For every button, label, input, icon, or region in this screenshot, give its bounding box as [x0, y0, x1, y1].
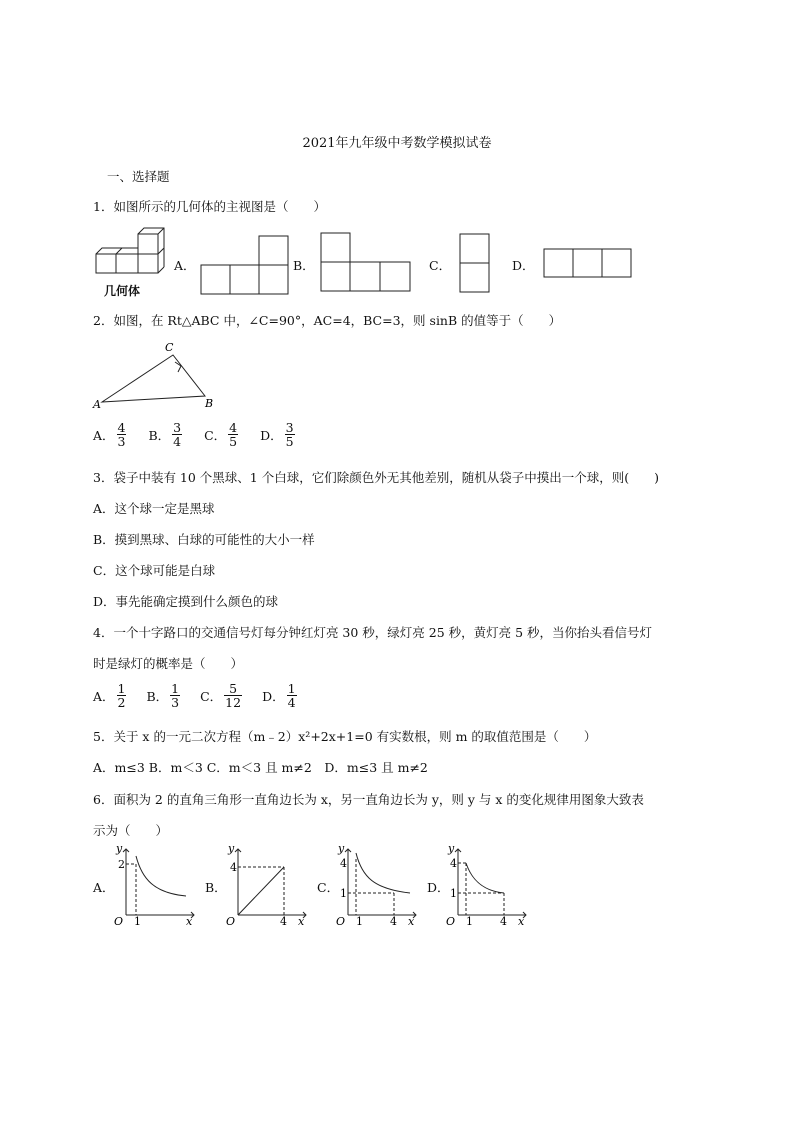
- q4-option-a-fraction: $\frac{1}{2}$: [117, 681, 126, 710]
- svg-text:y: y: [448, 843, 455, 855]
- q6-stem-line1: 6．面积为 2 的直角三角形一直角边长为 x，另一直角边长为 y，则 y 与 x 的变化规律用图象大致表: [93, 792, 644, 807]
- svg-text:x: x: [518, 915, 525, 927]
- q2-option-d-label: D．: [260, 427, 283, 443]
- q4-stem-line2: 时是绿灯的概率是（ ）: [93, 656, 244, 671]
- svg-text:O: O: [114, 915, 124, 927]
- q2-vertex-a: A: [93, 398, 101, 411]
- q3-option-b: B．摸到黑球、白球的可能性的大小一样: [93, 532, 315, 547]
- svg-text:y: y: [116, 843, 123, 855]
- q6-graph-a: [110, 843, 202, 927]
- q4-option-a-label: A．: [93, 688, 115, 704]
- svg-text:4: 4: [340, 857, 347, 870]
- q1-option-c-figure: [459, 233, 491, 293]
- q6-option-d-label: D．: [427, 880, 450, 895]
- q2-triangle-figure: [92, 340, 222, 412]
- q2-options: [93, 421, 297, 448]
- q6-option-c-label: C．: [317, 880, 340, 895]
- q3-stem: 3．袋子中装有 10 个黑球、1 个白球，它们除颜色外无其他差别，随机从袋子中摸出一个球，则( ): [93, 470, 659, 485]
- svg-text:4: 4: [280, 915, 287, 927]
- svg-text:2: 2: [118, 858, 125, 871]
- q1-option-d-figure: [543, 248, 633, 278]
- q6-option-b-label: B．: [205, 880, 227, 895]
- q3-option-a: A．这个球一定是黑球: [93, 501, 215, 516]
- q6-graph-b: [222, 843, 314, 927]
- q6-option-a-label: A．: [93, 880, 115, 895]
- q2-stem: 2．如图，在 Rt△ABC 中，∠C=90°，AC=4，BC=3，则 sinB 的值等于（ ）: [93, 313, 562, 328]
- svg-text:x: x: [186, 915, 193, 927]
- q1-solid-figure: [94, 226, 166, 274]
- page-title: 2021年九年级中考数学模拟试卷: [302, 136, 492, 151]
- svg-text:4: 4: [500, 915, 507, 927]
- q4-option-b-fraction: $\frac{1}{3}$: [171, 681, 180, 710]
- q2-option-c-label: C．: [204, 427, 227, 443]
- svg-text:4: 4: [230, 861, 237, 874]
- svg-text:4: 4: [450, 857, 457, 870]
- q2-option-b-label: B．: [148, 427, 171, 443]
- svg-text:1: 1: [134, 915, 141, 927]
- svg-text:O: O: [336, 915, 346, 927]
- svg-text:x: x: [408, 915, 415, 927]
- svg-text:O: O: [226, 915, 236, 927]
- q1-stem: 1．如图所示的几何体的主视图是（ ）: [93, 199, 326, 214]
- svg-text:1: 1: [450, 887, 457, 900]
- q2-option-a-fraction: $\frac{4}{3}$: [117, 420, 126, 449]
- q2-option-c-fraction: $\frac{4}{5}$: [229, 420, 238, 449]
- section-heading: 一、选择题: [107, 169, 170, 184]
- q4-option-d-label: D．: [262, 688, 285, 704]
- q4-option-b-label: B．: [146, 688, 169, 704]
- q1-option-b-label: B．: [293, 258, 315, 273]
- q2-option-d-fraction: $\frac{3}{5}$: [285, 420, 294, 449]
- q2-option-b-fraction: $\frac{3}{4}$: [173, 420, 182, 449]
- svg-text:1: 1: [340, 887, 347, 900]
- q4-options: [93, 682, 299, 709]
- svg-text:y: y: [338, 843, 345, 855]
- q5-options: A．m≤3 B．m＜3 C．m＜3 且 m≠2 D．m≤3 且 m≠2: [93, 760, 428, 775]
- svg-text:1: 1: [466, 915, 473, 927]
- q1-option-d-label: D．: [512, 258, 535, 273]
- q4-option-c-label: C．: [200, 688, 223, 704]
- svg-text:4: 4: [390, 915, 397, 927]
- svg-text:x: x: [298, 915, 305, 927]
- q6-graph-d: [442, 843, 534, 927]
- q1-option-b-figure: [320, 232, 412, 292]
- q3-option-c: C．这个球可能是白球: [93, 563, 216, 578]
- q1-option-a-figure: [200, 235, 290, 295]
- q1-option-a-label: A．: [174, 258, 196, 273]
- q4-option-c-fraction: $\frac{5}{12}$: [225, 681, 242, 710]
- q3-option-d: D．事先能确定摸到什么颜色的球: [93, 594, 279, 609]
- q4-option-d-fraction: $\frac{1}{4}$: [287, 681, 296, 710]
- q6-graph-c: [332, 843, 424, 927]
- q2-vertex-c: C: [165, 341, 174, 354]
- q1-option-c-label: C．: [429, 258, 452, 273]
- svg-text:1: 1: [356, 915, 363, 927]
- q2-option-a-label: A．: [93, 427, 115, 443]
- q5-stem: 5．关于 x 的一元二次方程（m﹣2）x²+2x+1=0 有实数根，则 m 的取值范围是（ ）: [93, 729, 597, 744]
- q2-vertex-b: B: [205, 397, 214, 410]
- svg-text:y: y: [228, 843, 235, 855]
- svg-text:O: O: [446, 915, 456, 927]
- q4-stem-line1: 4．一个十字路口的交通信号灯每分钟红灯亮 30 秒，绿灯亮 25 秒，黄灯亮 5 秒，当你抬头看信号灯: [93, 625, 653, 640]
- q1-solid-label: 几何体: [104, 284, 141, 298]
- q6-stem-line2: 示为（ ）: [93, 823, 169, 838]
